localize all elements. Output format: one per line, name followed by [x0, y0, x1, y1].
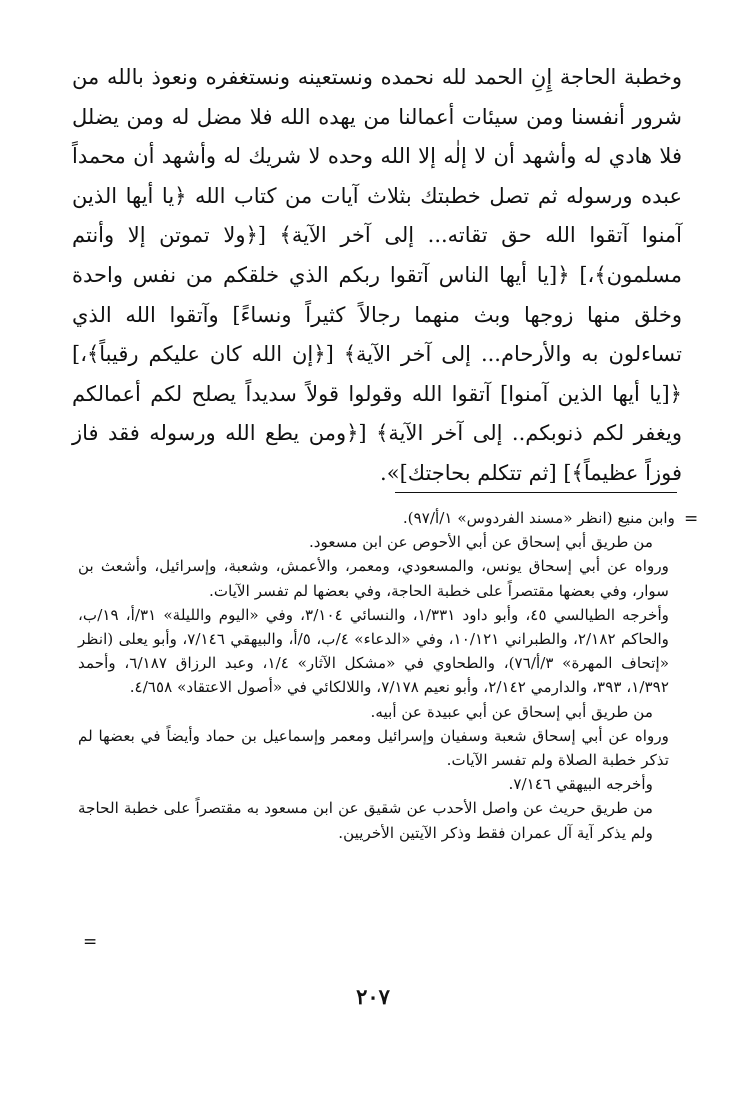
page-number: ٢٠٧ [356, 984, 390, 1009]
footnote-paragraph-1: وابن منيع (انظر «مسند الفردوس» ١/أ/٩٧). [402, 509, 675, 527]
main-text-paragraph: وخطبة الحاجة إِنِ الحمد لله نحمده ونستعينه ونستغفره ونعوذ بالله من شرور أنفسنا ومن سيئات أعمالنا من يهده الله فلا مضل له ومن يضلل فلا هادي له وأشهد أن لا إلٰه إلا الله وحده لا شريك له وأشهد أن محمداً عبده ورسوله ثم تصل خطبتك بثلاث آيات من كتاب الله ﴿يا أيها الذين آمنوا آتقوا الله حق تقاته... إلى آخر الآية﴾ [﴿ولا تموتن إلا وأنتم مسلمون﴾،] ﴿[يا أيها الناس آتقوا ربكم الذي خلقكم من نفس واحدة وخلق منها زوجها وبث منهما رجالاً كثيراً ونساءً] وآتقوا الله الذي تساءلون به والأرحام... إلى آخر الآية﴾ [﴿إن الله كان عليكم رقيباً﴾،] ﴿[يا أيها الذين آمنوا] آتقوا الله وقولوا قولاً سديداً يصلح لكم أعمالكم ويغفر لكم ذنوبكم.. إلى آخر الآية﴾ [﴿ومن يطع الله ورسوله فقد فاز فوزاً عظيماً﴾] [ثم تتكلم بحاجتك]». [72, 65, 682, 485]
footnote-paragraph-4: وأخرجه الطيالسي ٤٥، وأبو داود ١/٣٣١، والنسائي ٣/١٠٤، وفي «اليوم والليلة» ٣١/أ، ١٩/ب، والحاكم ٢/١٨٢، والطبراني ١٠/١٢١، وفي «الدعاء» ٤/ب، ٥/أ، والبيهقي ٧/١٤٦، وأبو يعلى (انظر «إتحاف المهرة» ٣/أ/٧٦)، والطحاوي في «مشكل الآثار» ١/٤، وعبد الرزاق ٦/١٨٧، وأحمد ١/٣٩٢، ٣٩٣، والدارمي ٢/١٤٢، وأبو نعيم ٧/١٧٨، واللالكائي في «أصول الاعتقاد» ٤/٦٥٨. [78, 605, 670, 697]
footnote-continuation-mark-bottom: = [83, 932, 98, 952]
footnote-paragraph-8: من طريق حريث عن واصل الأحدب عن شقيق عن ابن مسعود به مقتصراً على خطبة الحاجة ولم يذكر آية آل عمران فقط وذكر الآيتين الأخريين. [78, 799, 653, 842]
footnote-paragraph-2: من طريق أبي إسحاق عن أبي الأحوص عن ابن مسعود. [308, 533, 653, 552]
footnote-separator [395, 492, 677, 493]
footnote-paragraph-6: ورواه عن أبي إسحاق شعبة وسفيان وإسرائيل ومعمر وإسماعيل بن حماد وأيضاً في بعضها لم تذكر خطبة الصلاة ولم تفسر الآيات. [78, 726, 669, 770]
footnote-paragraph-7: وأخرجه البيهقي ٧/١٤٦. [508, 775, 653, 794]
footnote-paragraph-3: ورواه عن أبي إسحاق يونس، والمسعودي، ومعمر، والأعمش، وشعبة، وإسرائيل، وأشعث بن سوار، وفي بعضها مقتصراً على خطبة الحاجة، وفي بعضها لم تفسر الآيات. [78, 557, 669, 600]
footnotes [78, 506, 675, 845]
footnote-paragraph-5: من طريق أبي إسحاق عن أبي عبيدة عن أبيه. [370, 702, 653, 721]
footnote-continuation-mark-top: = [684, 509, 699, 529]
